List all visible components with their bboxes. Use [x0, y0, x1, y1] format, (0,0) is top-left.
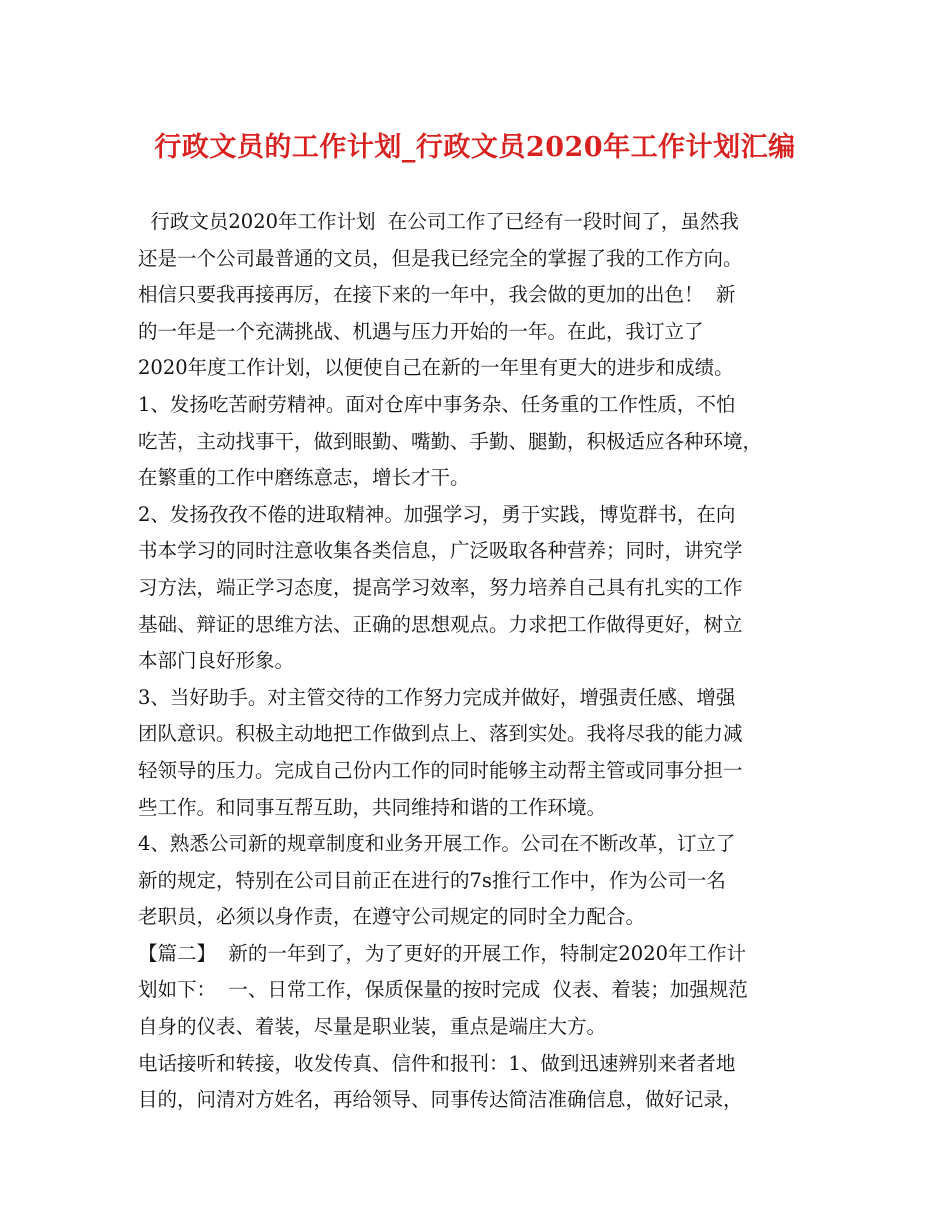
body-line: 习方法，端正学习态度，提高学习效率，努力培养自己具有扎实的工作: [138, 575, 743, 599]
body-line: 些工作。和同事互帮互助，共同维持和谐的工作环境。: [138, 795, 607, 819]
body-line: 本部门良好形象。: [138, 649, 295, 673]
body-line: 3、当好助手。对主管交待的工作努力完成并做好，增强责任感、增强: [138, 685, 736, 709]
body-line: 自身的仪表、着装，尽量是职业装，重点是端庄大方。: [138, 1015, 607, 1039]
body-line: 基础、辩证的思维方法、正确的思想观点。力求把工作做得更好，树立: [138, 612, 743, 636]
body-line: 【篇二】 新的一年到了，为了更好的开展工作，特制定2020年工作计: [138, 941, 747, 965]
document-title: 行政文员的工作计划_行政文员2020年工作计划汇编: [154, 132, 796, 163]
body-line: 划如下： 一、日常工作，保质保量的按时完成 仪表、着装；加强规范: [138, 978, 748, 1002]
body-line: 电话接听和转接，收发传真、信件和报刊：1、做到迅速辨别来者者地: [138, 1051, 736, 1075]
body-line: 轻领导的压力。完成自己份内工作的同时能够主动帮主管或同事分担一: [138, 758, 743, 782]
body-line: 行政文员2020年工作计划 在公司工作了已经有一段时间了，虽然我: [138, 210, 739, 233]
body-line: 团队意识。积极主动地把工作做到点上、落到实处。我将尽我的能力减: [138, 722, 743, 746]
body-line: 吃苦，主动找事干，做到眼勤、嘴勤、手勤、腿勤，积极适应各种环境，: [138, 429, 763, 453]
document-body: [138, 204, 828, 1119]
body-line: 新的规定，特别在公司目前正在进行的7s推行工作中，作为公司一名: [138, 868, 726, 892]
body-line: 还是一个公司最普通的文员，但是我已经完全的掌握了我的工作方向。: [138, 246, 743, 270]
body-line: 相信只要我再接再厉，在接下来的一年中，我会做的更加的出色！ 新: [138, 283, 736, 307]
body-line: 老职员，必须以身作责，在遵守公司规定的同时全力配合。: [138, 905, 646, 929]
body-line: 2020年度工作计划，以便使自己在新的一年里有更大的进步和成绩。: [138, 356, 734, 380]
body-line: 书本学习的同时注意收集各类信息，广泛吸取各种营养；同时，讲究学: [138, 539, 743, 563]
body-line: 2、发扬孜孜不倦的进取精神。加强学习，勇于实践，博览群书，在向: [138, 502, 736, 526]
body-line: 目的，问清对方姓名，再给领导、同事传达简洁准确信息，做好记录，: [138, 1088, 743, 1112]
body-line: 的一年是一个充满挑战、机遇与压力开始的一年。在此，我订立了: [138, 319, 704, 343]
body-line: 4、熟悉公司新的规章制度和业务开展工作。公司在不断改革，订立了: [138, 832, 736, 856]
body-line: 1、发扬吃苦耐劳精神。面对仓库中事务杂、任务重的工作性质，不怕: [138, 392, 736, 416]
body-line: 在繁重的工作中磨练意志，增长才干。: [138, 466, 470, 490]
